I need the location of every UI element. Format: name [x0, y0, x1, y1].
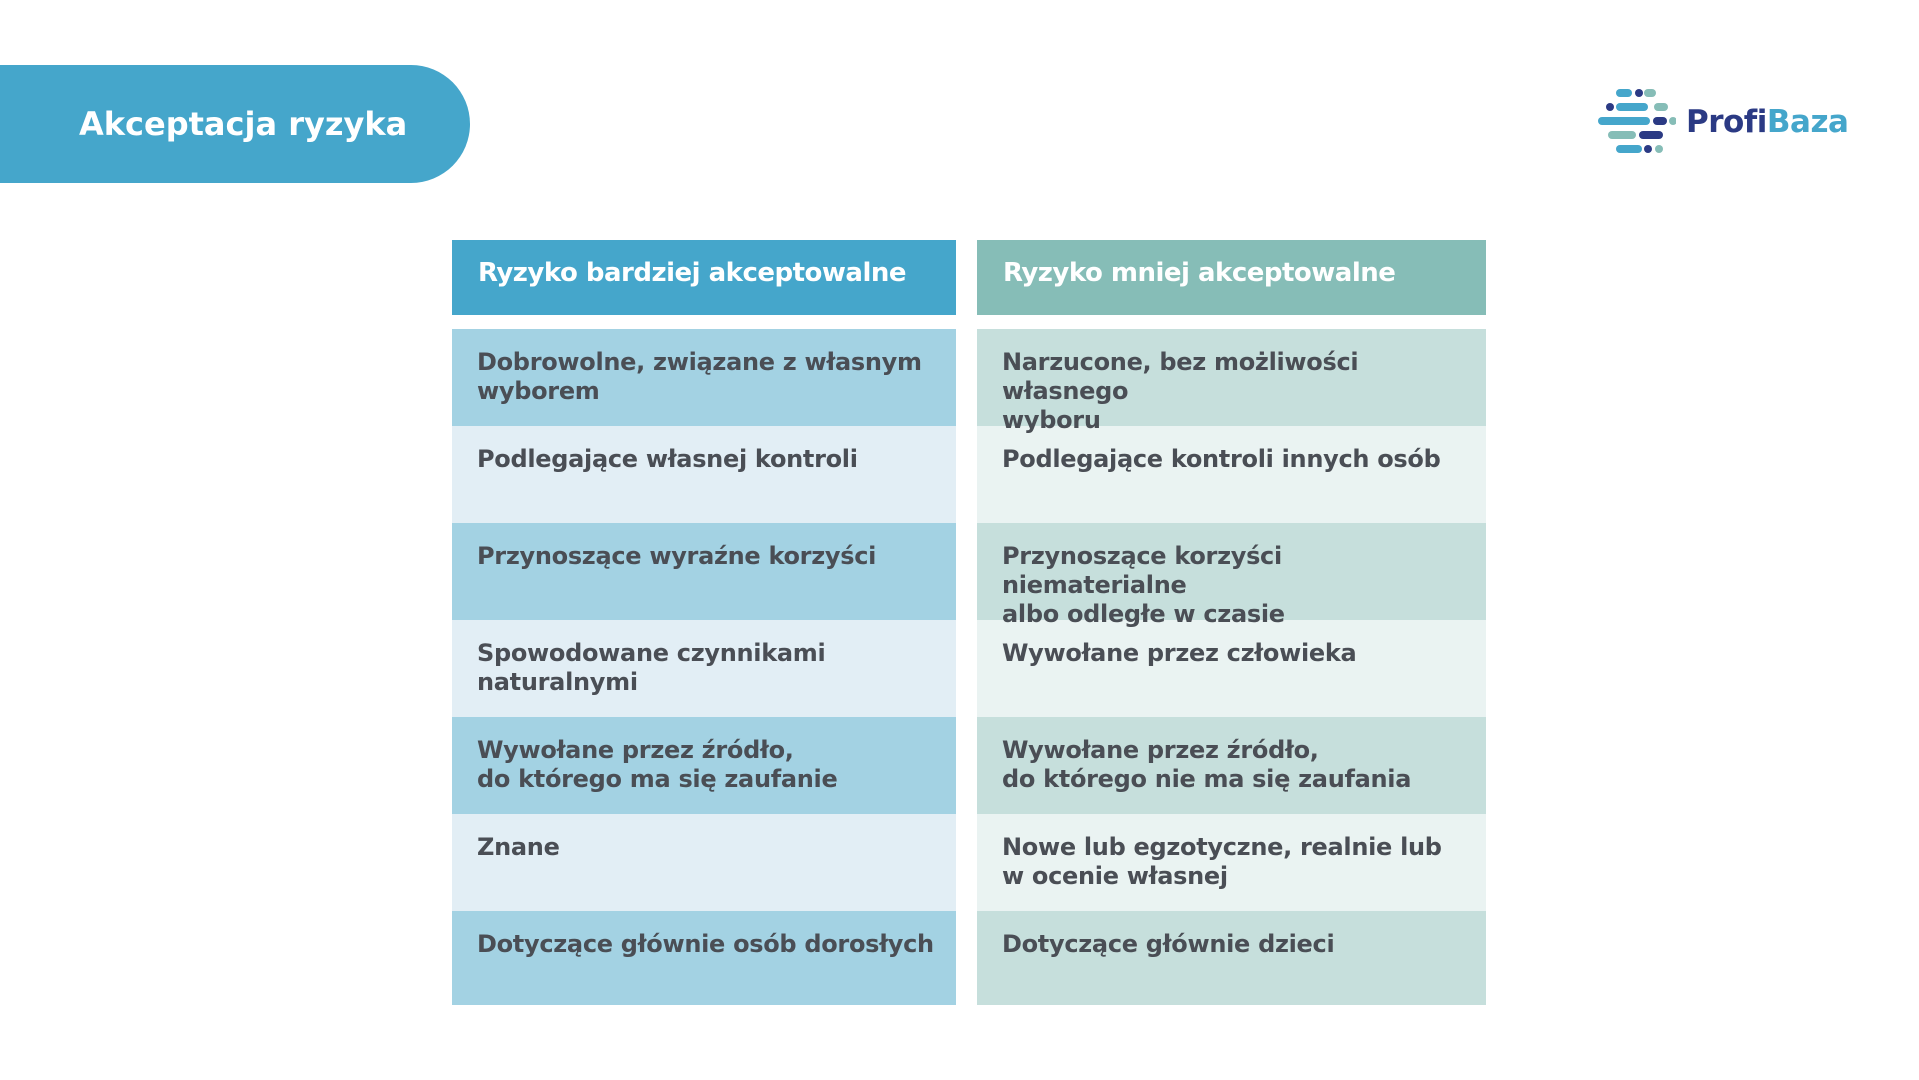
table-cell: Narzucone, bez możliwości własnego wyboru — [977, 329, 1486, 426]
column-header-more-acceptable: Ryzyko bardziej akceptowalne — [452, 240, 956, 315]
column-rows — [452, 329, 956, 1005]
table-cell: Spowodowane czynnikami naturalnymi — [452, 620, 956, 717]
logo-wordmark — [1686, 104, 1848, 140]
column-more-acceptable — [452, 240, 956, 1005]
table-cell: Wywołane przez źródło, do którego ma się zaufanie — [452, 717, 956, 814]
table-cell: Wywołane przez źródło, do którego nie ma się zaufania — [977, 717, 1486, 814]
table-cell: Nowe lub egzotyczne, realnie lub w ocenie własnej — [977, 814, 1486, 911]
column-rows — [977, 329, 1486, 1005]
table-cell: Dotyczące głównie osób dorosłych — [452, 911, 956, 1005]
column-less-acceptable — [977, 240, 1486, 1005]
table-cell: Podlegające własnej kontroli — [452, 426, 956, 523]
column-header-less-acceptable: Ryzyko mniej akceptowalne — [977, 240, 1486, 315]
table-cell: Wywołane przez człowieka — [977, 620, 1486, 717]
title-banner — [0, 65, 470, 183]
logo — [1598, 86, 1848, 158]
profibaza-logo-icon — [1598, 86, 1676, 158]
table-cell: Przynoszące korzyści niematerialne albo odległe w czasie — [977, 523, 1486, 620]
table-cell: Dotyczące głównie dzieci — [977, 911, 1486, 1005]
logo-text-baza: Baza — [1766, 104, 1849, 140]
table-cell: Znane — [452, 814, 956, 911]
table-cell: Dobrowolne, związane z własnym wyborem — [452, 329, 956, 426]
table-cell: Przynoszące wyraźne korzyści — [452, 523, 956, 620]
page-title: Akceptacja ryzyka — [79, 105, 408, 143]
table-cell: Podlegające kontroli innych osób — [977, 426, 1486, 523]
logo-text-profi: Profi — [1686, 104, 1767, 140]
